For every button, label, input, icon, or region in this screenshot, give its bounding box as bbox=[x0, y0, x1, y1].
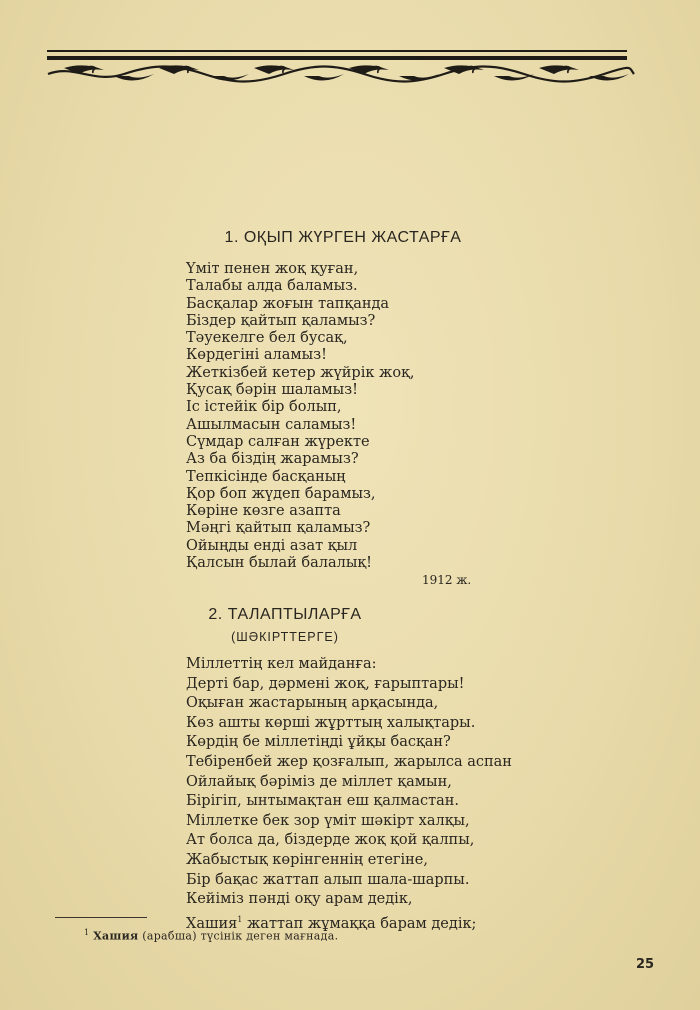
footnote-text: (арабша) түсінік деген мағнада. bbox=[142, 929, 339, 943]
poem-line: Дерті бар, дәрмені жоқ, ғарыптары! bbox=[186, 675, 465, 692]
poem-line: Ойлайық бәріміз де міллет қамын, bbox=[186, 773, 452, 790]
poem-line: Тепкісінде басқаның bbox=[186, 468, 346, 485]
poem-line: Көріне көзге азапта bbox=[186, 503, 341, 520]
poem1-title: 1. ОҚЫП ЖҮРГЕН ЖАСТАРҒА bbox=[224, 229, 462, 246]
poem-line: Көз ашты көрші жұрттың халықтары. bbox=[186, 714, 476, 731]
poem-line: Ашылмасын саламыз! bbox=[186, 416, 357, 433]
poem-line: Кейіміз пәнді оқу арам дедік, bbox=[186, 891, 413, 908]
poem-line: Үміт пенен жоқ қуған, bbox=[186, 261, 359, 277]
poem-line: Тебіренбей жер қозғалып, жарылса аспан bbox=[186, 753, 512, 770]
poem-line: Біздер қайтып қаламыз? bbox=[186, 312, 376, 329]
poem-line: Тәуекелге бел бусақ, bbox=[186, 330, 348, 347]
footnote bbox=[84, 928, 338, 943]
poem-line: Іс істейік бір болып, bbox=[186, 399, 342, 416]
poem-line: Аз ба біздің жарамыз? bbox=[186, 451, 359, 468]
poem-line: Міллетке бек зор үміт шәкірт халқы, bbox=[186, 812, 470, 829]
poem1-date: 1912 ж. bbox=[422, 573, 472, 587]
footnoted-word: Хашия bbox=[186, 915, 238, 932]
poem-line: Жабыстық көрінгеннің етегіне, bbox=[186, 851, 428, 868]
poem-line: Бір бақас жаттап алып шала-шарпы. bbox=[186, 871, 470, 888]
poem-line: Көрдің бе міллетіңді ұйқы басқан? bbox=[186, 734, 451, 751]
poem-line: Бірігіп, ынтымақтан еш қалмастан. bbox=[186, 793, 460, 810]
poem-line: Мәңгі қайтып қаламыз? bbox=[186, 520, 371, 537]
poem2-subtitle: (ШӘКІРТТЕРГЕ) bbox=[231, 630, 339, 644]
footnote-number: 1 bbox=[84, 928, 90, 937]
poem1-body bbox=[186, 261, 414, 572]
poem-line: Қусақ бәрін шаламыз! bbox=[186, 382, 358, 399]
header-rule-thin bbox=[47, 50, 627, 52]
poem-line: Қор боп жүдеп барамыз, bbox=[186, 485, 376, 502]
poem-line: Басқалар жоғын тапқанда bbox=[186, 295, 390, 312]
poem-line: Сүмдар салған жүректе bbox=[186, 433, 370, 450]
poem-line: Ат болса да, біздерде жоқ қой қалпы, bbox=[186, 832, 475, 849]
poem-line: Оқыған жастарының арқасында, bbox=[186, 695, 439, 712]
poem-line: Көрдегіні аламыз! bbox=[186, 347, 327, 364]
wave-scroll-ornament-icon bbox=[44, 60, 636, 88]
poem-line: Міллеттің кел майданға: bbox=[186, 656, 377, 672]
poem2-title: 2. ТАЛАПТЫЛАРҒА bbox=[208, 606, 362, 623]
footnote-divider bbox=[55, 917, 147, 918]
poem2-body bbox=[186, 655, 512, 934]
poem-line: Қалсын былай балалық! bbox=[186, 555, 373, 572]
footnote-term: Хашия bbox=[93, 929, 139, 943]
poem-line: Талабы алда баламыз. bbox=[186, 278, 358, 295]
page-number: 25 bbox=[636, 957, 655, 972]
poem-line: Жеткізбей кетер жүйрік жоқ, bbox=[186, 364, 415, 381]
poem-line: Ойыңды енді азат қыл bbox=[186, 537, 358, 554]
line-remainder: жаттап жұмаққа барам дедік; bbox=[246, 915, 477, 932]
footnote-marker: 1 bbox=[237, 914, 243, 924]
